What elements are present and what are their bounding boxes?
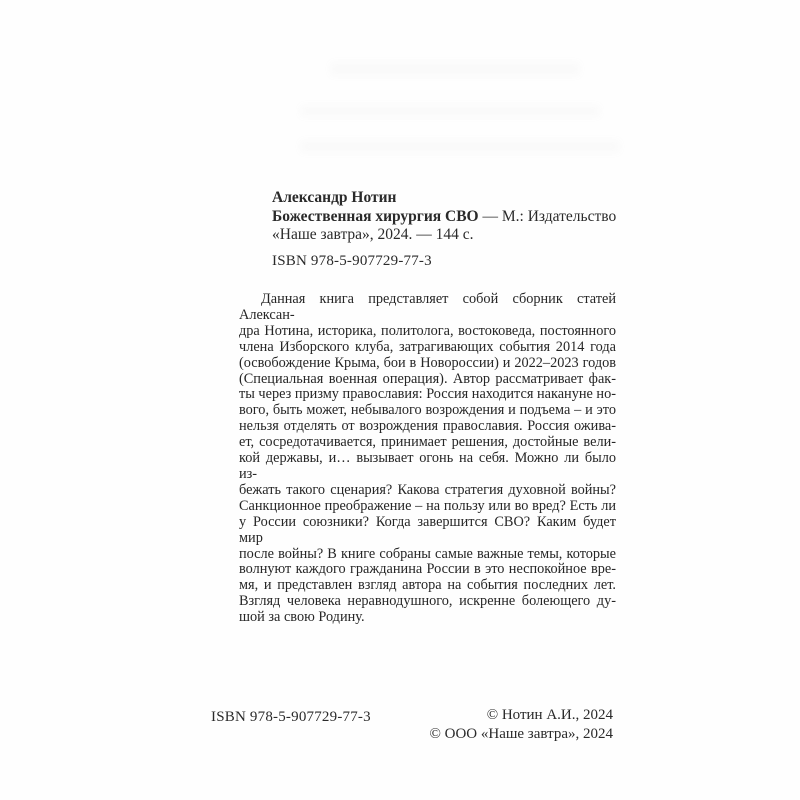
annotation-line: вого, быть может, небывалого возрождения и подъема – и это bbox=[239, 402, 616, 419]
annotation-line: Данная книга представляет собой сборник статей Алексан- bbox=[239, 291, 616, 323]
annotation-line: ет, сосредотачивается, принимает решения, достойные вели- bbox=[239, 434, 616, 451]
annotation-line: шой за свою Родину. bbox=[239, 609, 365, 626]
annotation-line: (освобождение Крыма, бои в Новороссии) и 2022–2023 годов bbox=[239, 354, 616, 371]
copyright-block bbox=[293, 706, 613, 743]
annotation-line: Санкционное преображение – на пользу или во вред? Есть ли bbox=[239, 497, 616, 514]
publisher-city: — М.: Издательство bbox=[478, 207, 617, 225]
annotation-line: ты через призму православия: Россия находится накануне но- bbox=[239, 386, 616, 403]
copyright-publisher: © ООО «Наше завтра», 2024 bbox=[429, 725, 613, 742]
annotation-line: кой державы, и… вызывает огонь на себя. Можно ли было из- bbox=[239, 450, 616, 482]
copyright-author: © Нотин А.И., 2024 bbox=[486, 707, 613, 723]
author-name: Александр Нотин bbox=[272, 189, 397, 206]
annotation-line: мя, и представлен взгляд автора на события последних лет. bbox=[239, 577, 616, 594]
publication-info: «Наше завтра», 2024. — 144 с. bbox=[272, 226, 474, 244]
page-showthrough bbox=[300, 105, 600, 117]
bibliographic-record bbox=[272, 189, 615, 245]
page-showthrough bbox=[300, 140, 620, 153]
annotation-line: Взгляд человека неравнодушного, искренне болеющего ду- bbox=[239, 593, 616, 610]
annotation-text bbox=[239, 292, 616, 626]
annotation-line: дра Нотина, историка, политолога, востоковеда, постоянного bbox=[239, 322, 616, 339]
annotation-line: волнуют каждого гражданина России в это неспокойное вре- bbox=[239, 561, 616, 578]
annotation-line: у России союзники? Когда завершится СВО? Каким будет мир bbox=[239, 513, 616, 546]
annotation-line: нельзя отделять от возрождения православия. Россия ожива- bbox=[239, 418, 616, 435]
annotation-line: после войны? В книге собраны самые важные темы, которые bbox=[239, 545, 616, 562]
book-title-line bbox=[272, 208, 615, 227]
isbn-number: ISBN 978-5-907729-77-3 bbox=[272, 253, 432, 269]
annotation-line: бежать такого сценария? Какова стратегия духовной войны? bbox=[239, 481, 616, 498]
annotation-line: члена Изборского клуба, затрагивающих события 2014 года bbox=[239, 338, 616, 355]
book-title: Божественная хирургия СВО bbox=[272, 207, 479, 225]
footer-isbn-number: ISBN 978-5-907729-77-3 bbox=[211, 709, 371, 725]
page-showthrough bbox=[330, 62, 580, 76]
annotation-line: (Специальная военная операция). Автор рассматривает фак- bbox=[239, 370, 616, 387]
